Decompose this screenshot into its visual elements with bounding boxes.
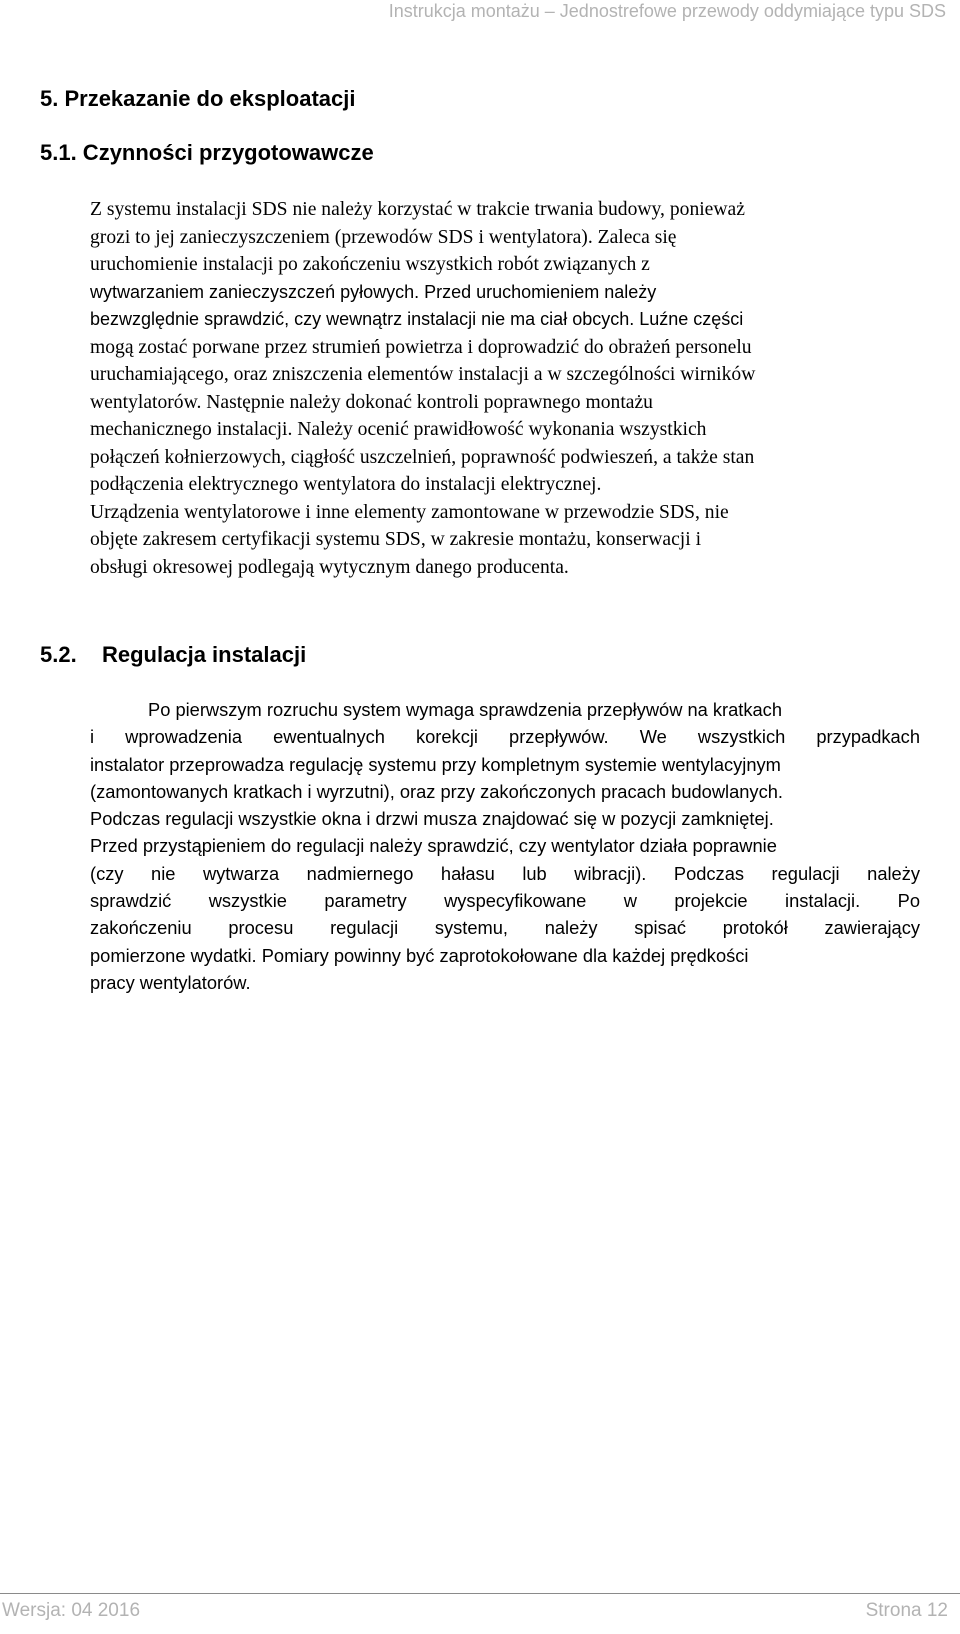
text-line: Z systemu instalacji SDS nie należy korzystać w trakcie trwania budowy, ponieważ [90, 199, 745, 220]
text-line: obsługi okresowej podlegają wytycznym danego producenta. [90, 556, 569, 578]
section-5-1-heading: 5.1. Czynności przygotowawcze [40, 140, 374, 165]
section-number: 5.2. [40, 642, 77, 667]
text-line: bezwzględnie sprawdzić, czy wewnątrz instalacji nie ma ciał obcych. Luźne części [90, 309, 744, 329]
text-line: Po pierwszym rozruchu system wymaga sprawdzenia przepływów na kratkach [148, 699, 782, 720]
running-title: Instrukcja montażu – Jednostrefowe przewody oddymiające typu SDS [388, 1, 946, 21]
text-line: grozi to jej zanieczyszczeniem (przewodów SDS i wentylatora). Zaleca się [90, 226, 677, 248]
text-line: Podczas regulacji wszystkie okna i drzwi musza znajdować się w pozycji zamkniętej. [90, 808, 774, 830]
text-line: (czy nie wytwarza nadmiernego hałasu lub wibracji). Podczas regulacji należy [90, 862, 920, 884]
text-line: połączeń kołnierzowych, ciągłość uszczelnień, poprawność podwieszeń, a także stan [90, 446, 755, 468]
page-header [0, 0, 960, 30]
text-line: pracy wentylatorów. [90, 971, 251, 993]
text-line: uruchamiającego, oraz zniszczenia elementów instalacji a w szczególności wirników [90, 364, 756, 385]
text-line: uruchomienie instalacji po zakończeniu wszystkich robót związanych z [90, 254, 650, 275]
section-title: Regulacja instalacji [102, 642, 307, 667]
text-line: mechanicznego instalacji. Należy ocenić prawidłowość wykonania wszystkich [90, 419, 707, 440]
text-line: podłączenia elektrycznego wentylatora do instalacji elektrycznej. [90, 474, 602, 495]
section-5-heading: 5. Przekazanie do eksploatacji [40, 86, 356, 111]
text-line: mogą zostać porwane przez strumień powietrza i doprowadzić do obrażeń personelu [90, 336, 752, 358]
text-line: wytwarzaniem zanieczyszczeń pyłowych. Przed uruchomieniem należy [90, 281, 657, 302]
text-line: wentylatorów. Następnie należy dokonać kontroli poprawnego montażu [90, 391, 653, 413]
footer-version: Wersja: 04 2016 [2, 1600, 141, 1621]
section-5-1-paragraph [90, 196, 920, 581]
section-5-2-paragraph [90, 696, 920, 996]
footer-divider [0, 1593, 960, 1594]
text-line: Urządzenia wentylatorowe i inne elementy zamontowane w przewodzie SDS, nie [90, 501, 729, 523]
text-line: zakończeniu procesu regulacji systemu, należy spisać protokół zawierający [90, 917, 920, 939]
footer-page-number: Strona 12 [865, 1600, 948, 1621]
text-line: (zamontowanych kratkach i wyrzutni), oraz przy zakończonych pracach budowlanych. [90, 780, 783, 802]
section-5-2-heading [40, 642, 306, 668]
text-line: i wprowadzenia ewentualnych korekcji przepływów. We wszystkich przypadkach [90, 726, 920, 748]
text-line: objęte zakresem certyfikacji systemu SDS, w zakresie montażu, konserwacji i [90, 529, 702, 550]
text-line: pomierzone wydatki. Pomiary powinny być zaprotokołowane dla każdej prędkości [90, 944, 749, 966]
text-line: instalator przeprowadza regulację systemu przy kompletnym systemie wentylacyjnym [90, 753, 781, 775]
text-line: sprawdzić wszystkie parametry wyspecyfikowane w projekcie instalacji. Po [90, 890, 920, 912]
text-line: Przed przystąpieniem do regulacji należy sprawdzić, czy wentylator działa poprawnie [90, 835, 777, 857]
